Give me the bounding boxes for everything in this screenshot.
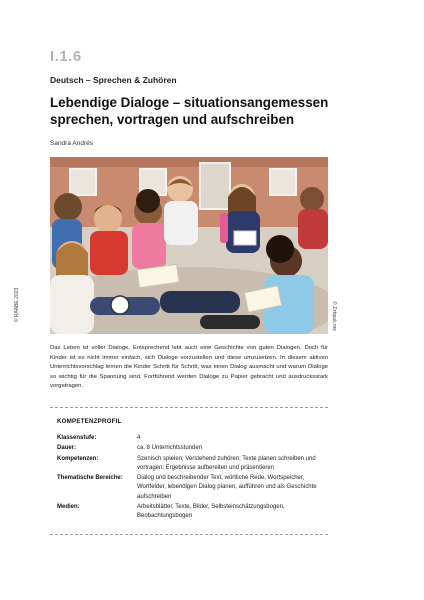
profile-value: 4 [137, 435, 141, 441]
child-body [132, 223, 166, 269]
child-head [54, 193, 82, 221]
profile-row-topics [57, 474, 327, 502]
child-body [164, 201, 198, 245]
child-body [90, 231, 128, 275]
profile-key: Medien: [57, 504, 80, 511]
child-body [298, 209, 328, 249]
child-hair [136, 189, 160, 213]
profile-value: Arbeitsblätter, Texte, Bilder, Selbsteinschätzungsbogen, Beobachtungsbogen [137, 504, 285, 520]
window [70, 169, 96, 195]
profile-key: Dauer: [57, 445, 77, 452]
copyright-note: © RAABE 2023 [14, 287, 20, 323]
child-hair [266, 235, 294, 263]
shoe [200, 315, 260, 329]
profile-heading: KOMPETENZPROFIL [57, 418, 122, 425]
author-name: Sandra Andrés [50, 140, 94, 147]
profile-key: Kompetenzen: [57, 455, 99, 462]
wall-band [50, 157, 328, 167]
profile-row-media [57, 503, 327, 522]
child-head [300, 187, 324, 211]
profile-key: Thematische Bereiche: [57, 475, 123, 482]
profile-row-competences [57, 455, 327, 474]
section-code: I.1.6 [50, 48, 82, 65]
divider-bottom [50, 534, 328, 535]
intro-paragraph: Das Leben ist voller Dialoge. Entsprechend lebt auch eine Geschichte von guten Dialogen. Doch für Kinder ist es nicht immer einfach, sich Dialoge vorzustellen und diese umzusetzen. In diesem aktiven Unterrichtsvorschlag lernen die Kinder Schritt für Schritt, was einen Dialog ausmacht und warum Dialoge so wichtig für die Spannung sind. Fortführend werden Dialoge zu Papier gebracht und ausdrucksstark vorgetragen. [50, 345, 328, 390]
profile-row-grade [57, 434, 327, 443]
child-head [94, 205, 122, 233]
divider-top [50, 407, 328, 408]
profile-value: Dialog und beschreibender Text, wörtliche Rede, Wortspeicher, Wortfelder, lebendigen Dialog planen, aufführen und als Geschichte aufschreiben [137, 475, 317, 500]
children-reading-photo [50, 157, 328, 334]
backpack-strap [220, 213, 228, 243]
profile-row-duration [57, 444, 327, 453]
window [270, 169, 296, 195]
photo-credit: © Zzbpak.me [331, 301, 337, 331]
competence-profile [57, 434, 327, 523]
page-title: Lebendige Dialoge – situationsangemessen sprechen, vortragen und aufschreiben [50, 95, 329, 127]
subject-heading: Deutsch – Sprechen & Zuhören [50, 75, 177, 85]
profile-value: ca. 8 Unterrichtsstunden [137, 445, 203, 452]
soccer-ball [111, 296, 129, 314]
door [200, 163, 230, 209]
jeans [160, 291, 240, 313]
child-body [50, 275, 94, 334]
photo-illustration [50, 157, 328, 334]
profile-value: Szenisch spielen; Verstehend zuhören; Texte planen schreiben und vortragen; Ergebnisse aufbereiten und präsentieren [137, 455, 316, 471]
profile-key: Klassenstufe: [57, 435, 97, 441]
book [234, 231, 256, 245]
